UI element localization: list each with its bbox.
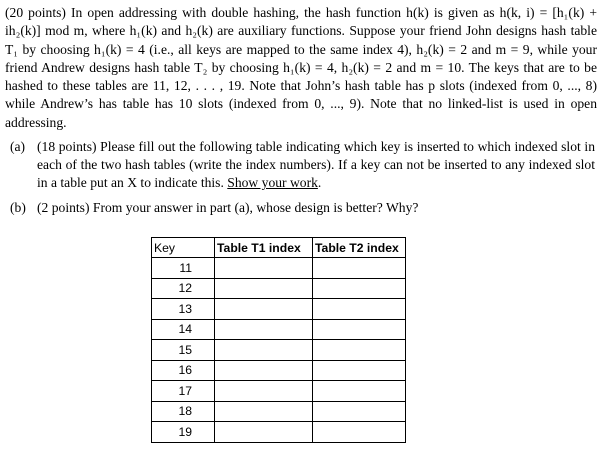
key-cell: 14 bbox=[152, 319, 215, 340]
problem-statement: (20 points) In open addressing with double hashing, the hash function h(k) is given as h(k, i) = [h₁(k) + ih₂(k)] mod m, where h₁(k) and h₂(k) are auxiliary functions. Suppose your friend John designs hash table T₁ by choosing h₁(k) = 4 (i.e., all keys are mapped to the same index 4), h₂(k) = 2 and m = 9, while your friend Andrew designs hash table T₂ by choosing h₁(k) = 4, h₂(k) = 2 and m = 10. The keys that are to be hashed to these tables are 11, 12, . . . , 19. Note that John’s hash table has p slots (indexed from 0, ..., 8) while Andrew’s has table has 10 slots (indexed from 0, ..., 9). Note that no linked-list is used in open addressing. bbox=[5, 5, 597, 130]
t2-index-cell[interactable] bbox=[313, 360, 406, 381]
t2-index-cell[interactable] bbox=[313, 422, 406, 443]
t2-index-cell[interactable] bbox=[313, 258, 406, 279]
t2-index-cell[interactable] bbox=[313, 340, 406, 361]
t2-index-cell[interactable] bbox=[313, 381, 406, 402]
t1-index-cell[interactable] bbox=[215, 360, 313, 381]
key-cell: 17 bbox=[152, 381, 215, 402]
part-b-marker: (b) bbox=[10, 200, 26, 215]
table-row bbox=[152, 258, 406, 279]
key-cell: 18 bbox=[152, 401, 215, 422]
t2-index-cell[interactable] bbox=[313, 319, 406, 340]
t1-index-cell[interactable] bbox=[215, 422, 313, 443]
t1-index-cell[interactable] bbox=[215, 340, 313, 361]
show-work-underlined: Show your work bbox=[227, 175, 318, 191]
t1-index-cell[interactable] bbox=[215, 278, 313, 299]
key-cell: 19 bbox=[152, 422, 215, 443]
part-b-text: (2 points) From your answer in part (a), whose design is better? Why? bbox=[37, 200, 419, 215]
table-header-row bbox=[152, 238, 406, 258]
key-cell: 13 bbox=[152, 299, 215, 320]
header-table-t2-index: Table T2 index bbox=[313, 238, 406, 258]
key-cell: 11 bbox=[152, 258, 215, 279]
table-row bbox=[152, 422, 406, 443]
table-row bbox=[152, 401, 406, 422]
header-key: Key bbox=[152, 238, 215, 258]
header-table-t1-index: Table T1 index bbox=[215, 238, 313, 258]
table-row bbox=[152, 278, 406, 299]
t2-index-cell[interactable] bbox=[313, 278, 406, 299]
part-a-text-main: (18 points) Please fill out the following table indicating which key is inserted to which indexed slot in each of the two hash tables (write the index numbers). If a key can not be inserted to any indexed slot in a table put an X to indicate this. bbox=[37, 139, 595, 191]
part-a bbox=[10, 138, 595, 193]
table-row bbox=[152, 360, 406, 381]
t2-index-cell[interactable] bbox=[313, 401, 406, 422]
answer-table bbox=[151, 237, 406, 443]
table-row bbox=[152, 299, 406, 320]
t1-index-cell[interactable] bbox=[215, 299, 313, 320]
t1-index-cell[interactable] bbox=[215, 381, 313, 402]
table-row bbox=[152, 381, 406, 402]
key-cell: 15 bbox=[152, 340, 215, 361]
part-b bbox=[10, 199, 595, 217]
t2-index-cell[interactable] bbox=[313, 299, 406, 320]
key-cell: 12 bbox=[152, 278, 215, 299]
key-cell: 16 bbox=[152, 360, 215, 381]
part-a-text-end: . bbox=[317, 175, 322, 191]
table-row bbox=[152, 319, 406, 340]
t1-index-cell[interactable] bbox=[215, 401, 313, 422]
t1-index-cell[interactable] bbox=[215, 319, 313, 340]
part-a-text bbox=[10, 138, 595, 193]
table-row bbox=[152, 340, 406, 361]
part-a-marker: (a) bbox=[10, 139, 26, 154]
t1-index-cell[interactable] bbox=[215, 258, 313, 279]
